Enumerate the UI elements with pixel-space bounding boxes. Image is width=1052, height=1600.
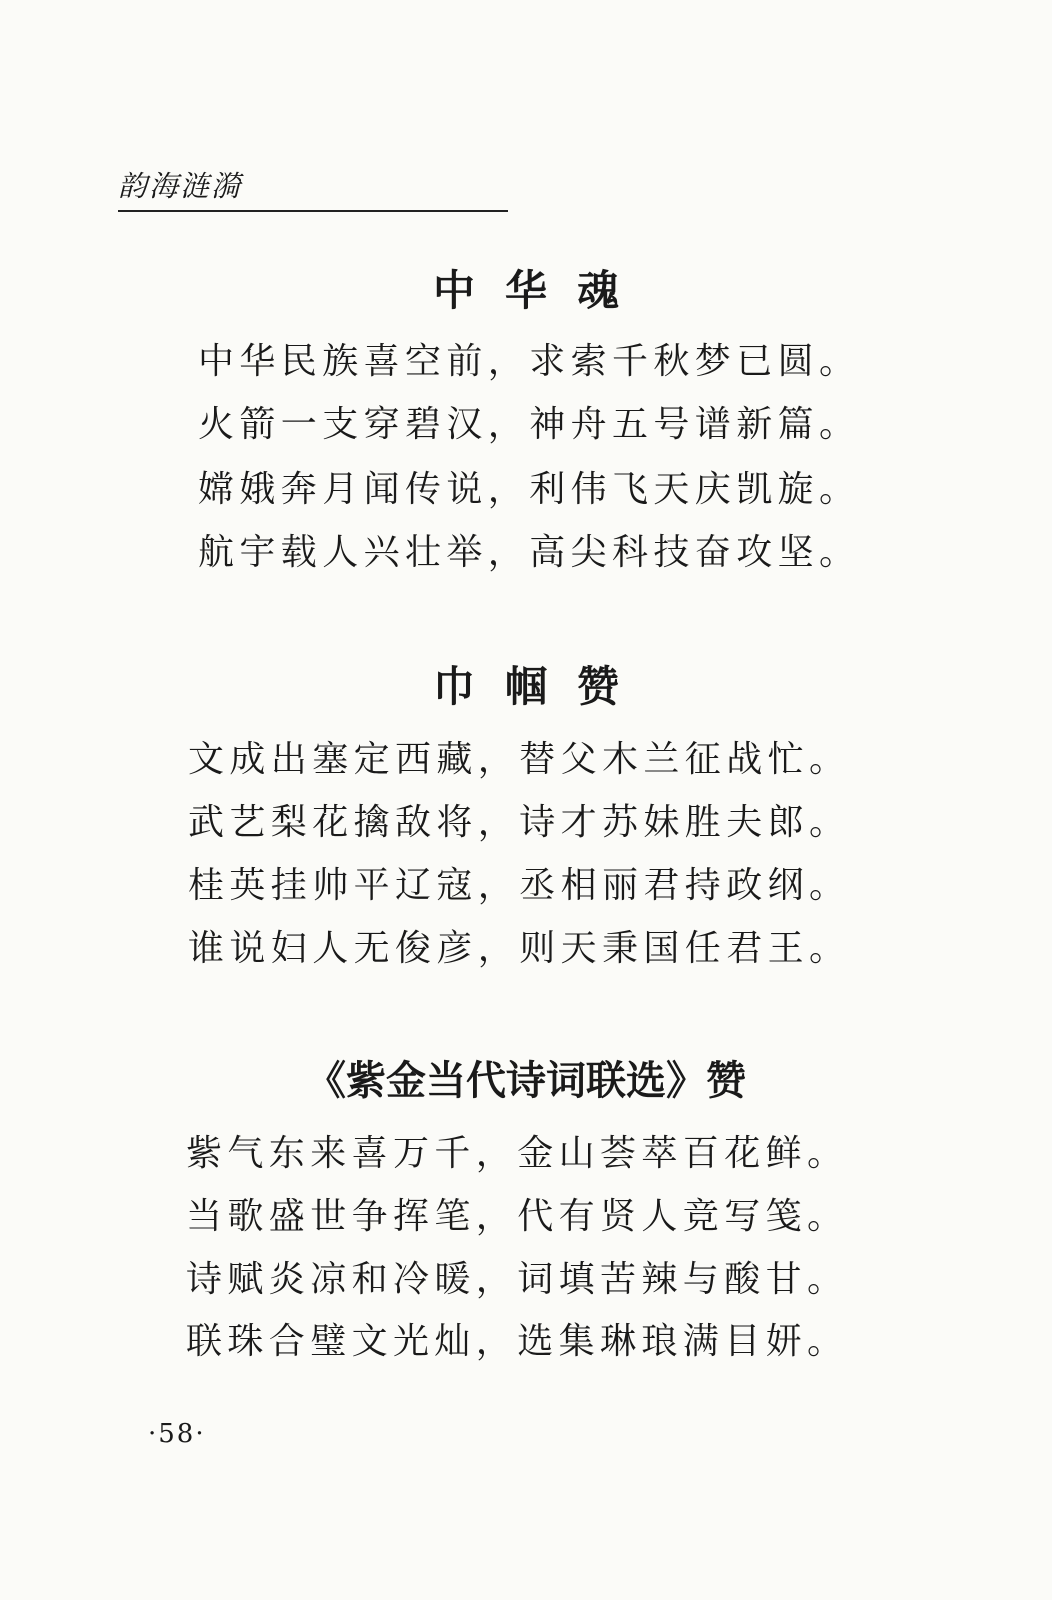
poem-line: 谁说妇人无俊彦，则天秉国任君王。	[188, 928, 851, 969]
poem-line: 嫦娥奔月闻传说，利伟飞天庆凯旋。	[198, 469, 861, 510]
running-header	[118, 166, 508, 212]
poem-line: 武艺梨花擒敌将，诗才苏妹胜夫郎。	[188, 802, 851, 843]
poem-line: 文成出塞定西藏，替父木兰征战忙。	[188, 739, 851, 780]
running-header-title: 韵海涟漪	[118, 169, 243, 203]
poem-line: 紫气东来喜万千，金山荟萃百花鲜。	[186, 1133, 849, 1174]
poem-line: 航宇载人兴壮举，高尖科技奋攻坚。	[198, 532, 861, 573]
poem-line: 火箭一支穿碧汉，神舟五号谱新篇。	[198, 404, 861, 445]
page-number: ·58·	[148, 1419, 206, 1449]
poem-title: 中华魂	[432, 266, 649, 315]
poem-line: 中华民族喜空前，求索千秋梦已圆。	[198, 341, 861, 382]
poem-title: 《紫金当代诗词联选》赞	[306, 1058, 746, 1104]
poem-line: 桂英挂帅平辽寇，丞相丽君持政纲。	[188, 865, 851, 906]
poem-line: 联珠合璧文光灿，选集琳琅满目妍。	[186, 1321, 849, 1362]
poem-line: 当歌盛世争挥笔，代有贤人竞写笺。	[186, 1196, 849, 1237]
poem-title: 巾帼赞	[432, 662, 649, 711]
poem-line: 诗赋炎凉和冷暖，词填苦辣与酸甘。	[186, 1259, 849, 1300]
